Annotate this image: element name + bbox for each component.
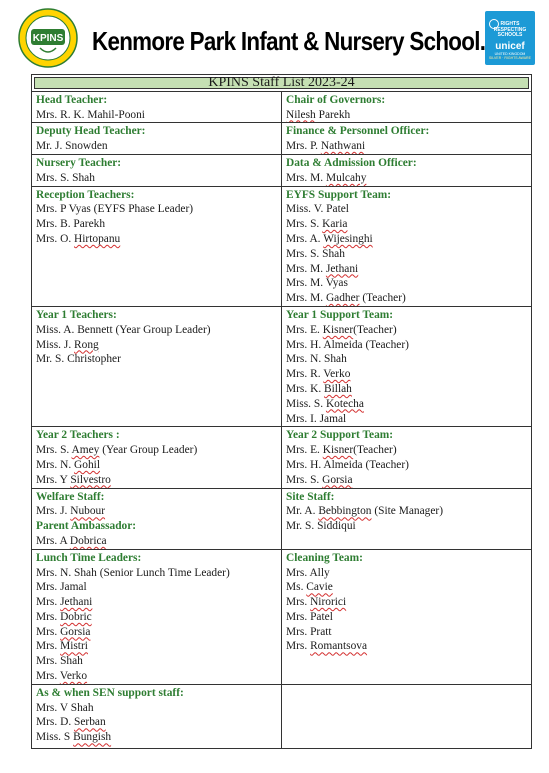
staff-name: Mr. S. Siddiqui bbox=[286, 520, 356, 533]
unicef-rights-respecting-badge bbox=[485, 11, 535, 65]
badge-line-3: SCHOOLS bbox=[497, 32, 523, 38]
staff-name: Mrs. H. Almeida (Teacher) bbox=[286, 338, 409, 351]
staff-name: Mrs. M. Gadher (Teacher) bbox=[286, 292, 406, 305]
staff-name: Mrs. J. Nubour bbox=[36, 505, 106, 518]
staff-cell-left bbox=[32, 488, 282, 549]
staff-name: Mrs. N. Shah (Senior Lunch Time Leader) bbox=[36, 566, 230, 579]
staff-name: Mrs. M. Mulcahy bbox=[286, 171, 367, 184]
role-heading: Year 2 Support Team: bbox=[286, 429, 394, 442]
staff-name: Mrs. Patel bbox=[286, 610, 333, 623]
staff-name: Mrs. Shah bbox=[36, 655, 83, 668]
staff-cell-right bbox=[282, 91, 532, 123]
staff-cell-right bbox=[282, 684, 532, 748]
school-crest-logo bbox=[18, 8, 78, 68]
role-heading: Year 2 Teachers : bbox=[36, 429, 120, 442]
staff-name: Mrs. S. Shah bbox=[36, 171, 95, 184]
role-heading: Reception Teachers: bbox=[36, 188, 135, 201]
table-row bbox=[32, 154, 532, 186]
staff-cell-right bbox=[282, 154, 532, 186]
role-heading: Cleaning Team: bbox=[286, 551, 363, 564]
staff-cell-left bbox=[32, 684, 282, 748]
staff-name: Mrs. N. Gohil bbox=[36, 458, 100, 471]
staff-name: Mrs. Pratt bbox=[286, 625, 332, 638]
staff-name: Mrs. Mistri bbox=[36, 640, 88, 653]
staff-name: Mrs. S. Gorsia bbox=[286, 473, 353, 486]
table-row bbox=[32, 488, 532, 549]
staff-name: Mrs. Ally bbox=[286, 566, 330, 579]
role-heading: Welfare Staff: bbox=[36, 490, 105, 503]
staff-cell-left bbox=[32, 123, 282, 155]
staff-name: Mrs. N. Shah bbox=[286, 353, 347, 366]
table-row bbox=[32, 306, 532, 426]
role-heading: Chair of Governors: bbox=[286, 93, 386, 106]
staff-name: Mrs. S. Amey (Year Group Leader) bbox=[36, 444, 198, 457]
staff-name: Mr. J. Snowden bbox=[36, 140, 108, 153]
staff-name: Mr. A. Bebbington (Site Manager) bbox=[286, 505, 444, 518]
staff-name: Miss. A. Bennett (Year Group Leader) bbox=[36, 323, 211, 336]
badge-level: SILVER · RIGHTS AWARE bbox=[489, 55, 531, 60]
staff-name: Mrs. R. Verko bbox=[286, 368, 351, 381]
staff-cell-right bbox=[282, 123, 532, 155]
staff-name: Miss. J. Rong bbox=[36, 338, 99, 351]
staff-name: Mrs. O. Hirtopanu bbox=[36, 232, 121, 245]
staff-name: Mrs. P. Nathwani bbox=[286, 140, 366, 153]
staff-name: Mrs. M. Vyas bbox=[286, 277, 348, 290]
staff-cell-right bbox=[282, 186, 532, 306]
staff-name: Nilesh Parekh bbox=[286, 108, 351, 121]
staff-name: Mrs. Romantsova bbox=[286, 640, 368, 653]
staff-name: Mrs. D. Serban bbox=[36, 716, 106, 729]
table-row bbox=[32, 684, 532, 748]
staff-cell-right bbox=[282, 427, 532, 488]
badge-emblem-icon bbox=[489, 19, 499, 29]
badge-line-1: RIGHTS bbox=[500, 21, 520, 27]
staff-cell-left bbox=[32, 549, 282, 684]
staff-name: Mrs. R. K. Mahil-Pooni bbox=[36, 108, 145, 121]
role-heading: Year 1 Teachers: bbox=[36, 308, 117, 321]
role-heading: Year 1 Support Team: bbox=[286, 308, 394, 321]
role-heading: Data & Admission Officer: bbox=[286, 156, 417, 169]
table-row bbox=[32, 186, 532, 306]
table-row bbox=[32, 91, 532, 123]
staff-name: Mrs. A Dobrica bbox=[36, 534, 107, 547]
staff-name: Miss. S Bungish bbox=[36, 731, 112, 744]
school-name: Kenmore Park Infant & Nursery School. bbox=[92, 26, 486, 56]
page-header bbox=[0, 0, 549, 74]
title-row bbox=[32, 75, 532, 92]
staff-name: Mrs. K. Billah bbox=[286, 382, 352, 395]
staff-cell-left bbox=[32, 186, 282, 306]
staff-cell-left bbox=[32, 306, 282, 426]
staff-cell-left bbox=[32, 91, 282, 123]
staff-name: Mrs. M. Jethani bbox=[286, 262, 359, 275]
role-heading: Parent Ambassador: bbox=[36, 520, 137, 533]
role-heading: EYFS Support Team: bbox=[286, 188, 392, 201]
table-row bbox=[32, 549, 532, 684]
table-title: KPINS Staff List 2023-24 bbox=[32, 75, 532, 92]
staff-name: Mrs. Jethani bbox=[36, 596, 93, 609]
staff-cell-right bbox=[282, 488, 532, 549]
staff-name: Mrs. S. Karia bbox=[286, 218, 348, 231]
role-heading: As & when SEN support staff: bbox=[36, 686, 184, 699]
role-heading: Finance & Personnel Officer: bbox=[286, 125, 430, 138]
staff-cell-right bbox=[282, 306, 532, 426]
staff-list-table bbox=[31, 74, 532, 749]
staff-name: Mrs. B. Parekh bbox=[36, 218, 106, 231]
staff-name: Mrs. S. Shah bbox=[286, 247, 345, 260]
staff-cell-left bbox=[32, 154, 282, 186]
role-heading: Nursery Teacher: bbox=[36, 156, 122, 169]
badge-line-2: RESPECTING bbox=[493, 26, 527, 33]
staff-name: Mrs. E. Kisner(Teacher) bbox=[286, 444, 397, 457]
staff-name: Mrs. I. Jamal bbox=[286, 412, 347, 425]
staff-name: Mrs. Dobric bbox=[36, 610, 92, 623]
crest-text: KPINS bbox=[32, 33, 64, 44]
staff-name: Mr. S. Christopher bbox=[36, 353, 121, 366]
staff-cell-right bbox=[282, 549, 532, 684]
staff-name: Mrs. H. Almeida (Teacher) bbox=[286, 458, 409, 471]
table-row bbox=[32, 427, 532, 488]
staff-name: Miss. V. Patel bbox=[286, 203, 349, 216]
role-heading: Deputy Head Teacher: bbox=[36, 125, 146, 138]
role-heading: Head Teacher: bbox=[36, 93, 108, 106]
staff-name: Mrs. Nirorici bbox=[286, 596, 347, 609]
staff-name: Mrs. Gorsia bbox=[36, 625, 91, 638]
table-row bbox=[32, 123, 532, 155]
badge-brand: unicef bbox=[495, 40, 525, 52]
staff-name: Mrs. P Vyas (EYFS Phase Leader) bbox=[36, 203, 194, 216]
staff-name: Ms. Cavie bbox=[286, 581, 333, 594]
staff-name: Mrs. A. Wijesinghi bbox=[286, 232, 373, 245]
badge-sub: UNITED KINGDOM bbox=[494, 51, 526, 56]
staff-name: Mrs. Y Silvestro bbox=[36, 473, 111, 486]
staff-name: Mrs. Verko bbox=[36, 670, 88, 683]
staff-name: Mrs. V Shah bbox=[36, 701, 94, 714]
staff-name: Mrs. Jamal bbox=[36, 581, 87, 594]
staff-cell-left bbox=[32, 427, 282, 488]
role-heading: Lunch Time Leaders: bbox=[36, 551, 142, 564]
role-heading: Site Staff: bbox=[286, 490, 335, 503]
staff-name: Miss. S. Kotecha bbox=[286, 397, 364, 410]
staff-name: Mrs. E. Kisner(Teacher) bbox=[286, 323, 397, 336]
